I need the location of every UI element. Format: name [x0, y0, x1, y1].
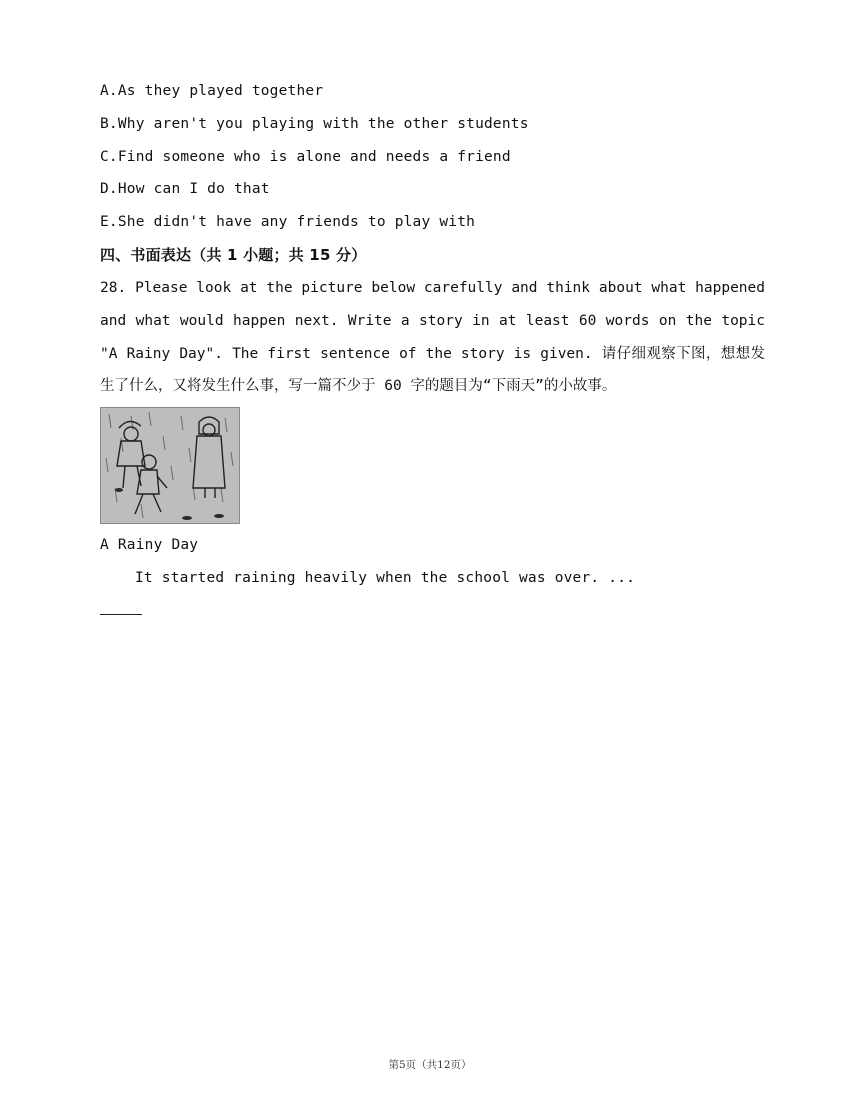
option-c	[100, 147, 511, 167]
option-a	[100, 81, 323, 101]
section-heading: 四、书面表达（共 1 小题；共 15 分）	[100, 246, 367, 264]
option-letter: E.	[100, 214, 118, 230]
question-number: 28.	[100, 280, 127, 296]
story-first-sentence: It started raining heavily when the school was over. ...	[135, 570, 636, 586]
option-text: How can I do that	[117, 181, 270, 197]
option-text: As they played together	[117, 83, 324, 99]
option-text: Why aren't you playing with the other students	[117, 116, 529, 132]
rainy-day-illustration	[100, 407, 240, 524]
story-title: A Rainy Day	[100, 537, 199, 553]
question-prompt	[100, 272, 765, 403]
option-letter: B.	[100, 116, 118, 132]
page-footer: 第5页（共12页）	[388, 1059, 472, 1071]
question-text: Please look at the picture below carefully and think about what happened and what would happen next. Write a story in at least 60 words on the topic "A Rainy Day". The first sentence of the story is given. 请仔细观察下图，想想发生了什么，又将发生什么事，写一篇不少于 60 字的题目为“下雨天”的小故事。	[100, 280, 765, 395]
option-d	[100, 179, 270, 199]
option-text: Find someone who is alone and needs a friend	[117, 149, 511, 165]
option-letter: D.	[100, 181, 118, 197]
option-e	[100, 212, 475, 232]
answer-blank[interactable]	[100, 614, 142, 615]
option-text: She didn't have any friends to play with	[117, 214, 476, 230]
option-letter: C.	[100, 149, 118, 165]
option-letter: A.	[100, 83, 118, 99]
option-b	[100, 114, 529, 134]
